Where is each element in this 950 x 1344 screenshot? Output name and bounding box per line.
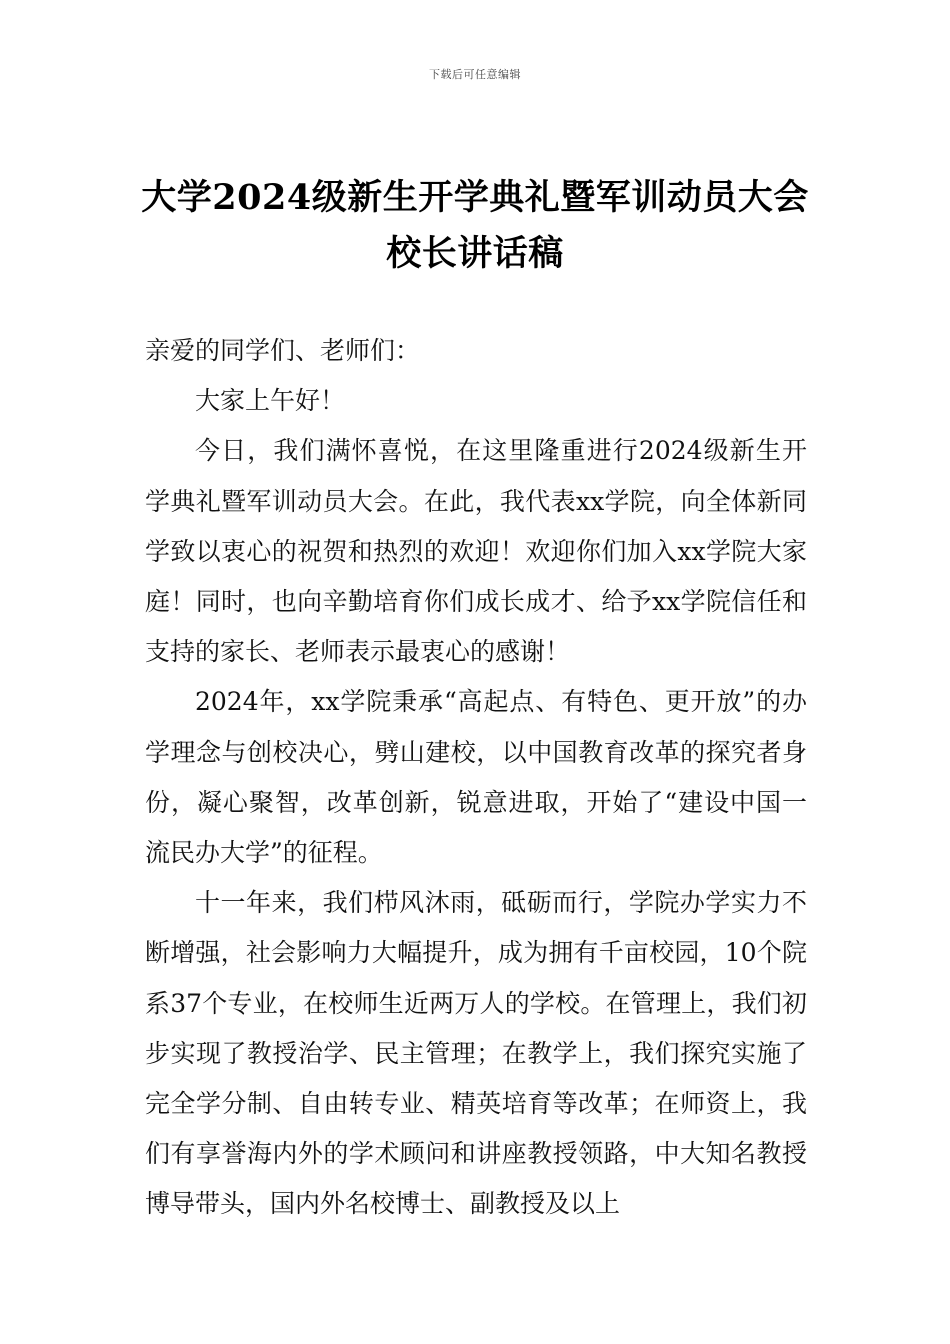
paragraph-achievements: 十一年来，我们栉风沐雨，砥砺而行，学院办学实力不断增强，社会影响力大幅提升，成为拥有千亩校园，10个院系37个专业，在校师生近两万人的学校。在管理上，我们初步实现了教授治学、民主管理；在教学上，我们探究实施了完全学分制、自由转专业、精英培育等改革；在师资上，我们有享誉海内外的学术顾问和讲座教授领路，中大知名教授博导带头，国内外名校博士、副教授及以上 bbox=[145, 888, 807, 1219]
paragraph-history: 2024年，xx学院秉承“高起点、有特色、更开放”的办学理念与创校决心，劈山建校，以中国教育改革的探究者身份，凝心聚智，改革创新，锐意进取，开始了“建设中国一流民办大学”的征程。 bbox=[145, 687, 807, 868]
title-line-1: 大学2024级新生开学典礼暨军训动员大会 bbox=[141, 177, 809, 218]
document-body bbox=[145, 326, 807, 1230]
document-title bbox=[100, 170, 850, 282]
salutation: 亲爱的同学们、老师们： bbox=[145, 336, 421, 365]
paragraph-welcome: 今日，我们满怀喜悦，在这里隆重进行2024级新生开学典礼暨军训动员大会。在此，我代表xx学院，向全体新同学致以衷心的祝贺和热烈的欢迎！欢迎你们加入xx学院大家庭！同时，也向辛勤培育你们成长成才、给予xx学院信任和支持的家长、老师表示最衷心的感谢！ bbox=[145, 436, 807, 667]
paragraph-greeting: 大家上午好！ bbox=[195, 386, 346, 416]
title-line-2: 校长讲话稿 bbox=[386, 233, 564, 274]
header-note: 下载后可任意编辑 bbox=[429, 68, 521, 81]
